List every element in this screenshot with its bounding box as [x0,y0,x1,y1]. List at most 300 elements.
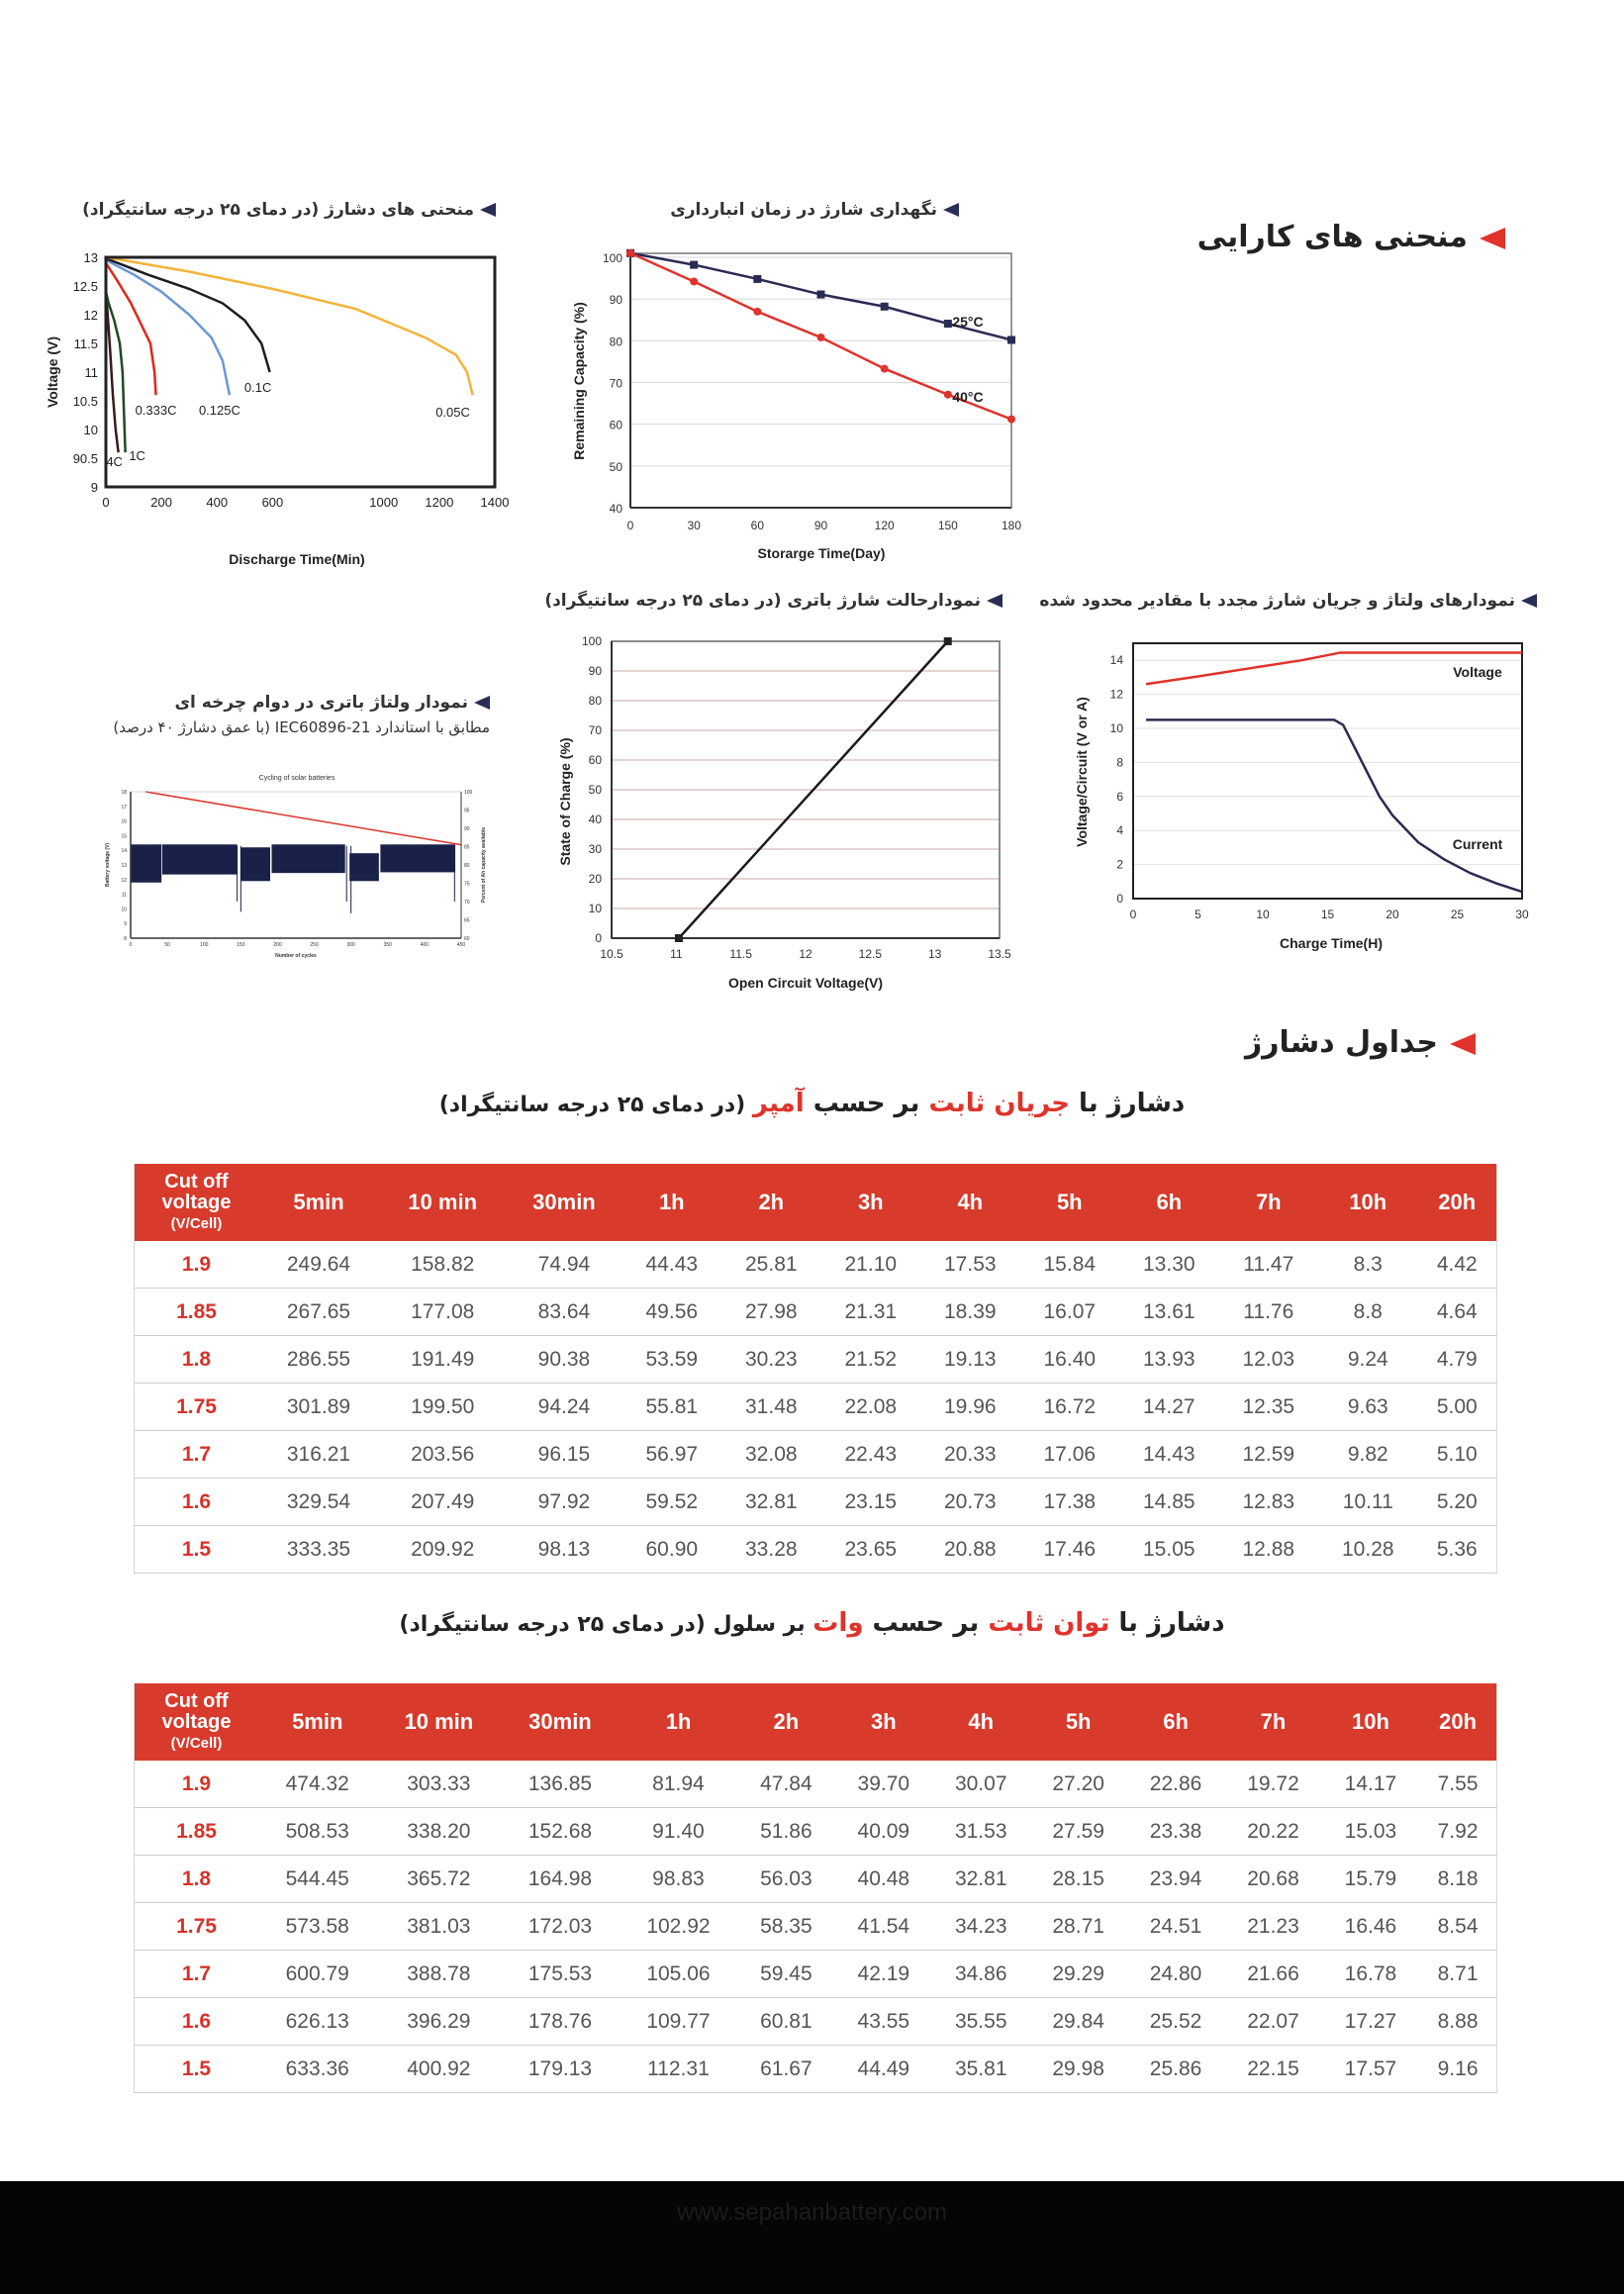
table-cell: 24.51 [1127,1903,1224,1951]
table-cell: 34.86 [932,1951,1029,1998]
header-duration: 2h [721,1164,821,1241]
voltage-label: Voltage [1453,664,1502,680]
y-tick-label: 18 [121,790,127,796]
y-tick-label: 12.5 [72,279,98,294]
table-cell: 21.31 [821,1289,921,1336]
y-tick-label: 100 [602,251,622,265]
table-cell: 15.05 [1119,1526,1219,1574]
series-label: 0.05C [435,405,470,421]
table-row [135,1289,1497,1336]
table-cell: 158.82 [379,1241,506,1289]
cutoff-voltage-cell: 1.7 [135,1431,259,1479]
chart-title: Cycling of solar batteries [258,775,335,782]
table-row [135,1431,1497,1479]
table-cell: 199.50 [379,1384,506,1431]
header-duration: 5h [1020,1164,1120,1241]
x-tick-label: 120 [874,519,895,532]
y-tick-label: 8 [1116,755,1123,770]
table-cell: 4.79 [1418,1336,1497,1384]
series-label: 0.333C [135,403,177,419]
y-tick-label: 17 [121,804,127,811]
table-cell: 12.03 [1219,1336,1319,1384]
table-cell: 59.52 [622,1479,722,1526]
data-point [626,249,634,257]
table-cell: 5.36 [1418,1526,1497,1574]
capacity-line [145,792,461,845]
table-header-row [135,1683,1497,1761]
y-tick-label: 10 [588,902,602,915]
y2-tick-label: 85 [464,844,470,851]
table-cell: 474.32 [258,1761,376,1808]
table-row [135,1336,1497,1384]
table-cell: 5.20 [1418,1479,1497,1526]
table-cell: 96.15 [506,1431,621,1479]
header-cutoff-line: (V/Cell) [170,1214,223,1232]
table-cell: 8.71 [1419,1951,1496,1998]
cutoff-voltage-cell: 1.85 [135,1289,259,1336]
table-cell: 98.13 [506,1526,621,1574]
series-label: 0.125C [198,403,240,419]
x-tick-label: 350 [383,942,392,948]
header-duration: 1h [622,1164,722,1241]
table-cell: 32.08 [721,1431,821,1479]
table-cell: 83.64 [506,1289,621,1336]
table-cell: 22.07 [1224,1998,1321,2046]
header-duration: 30min [501,1683,619,1761]
header-duration: 20h [1418,1164,1497,1241]
header-cutoff-voltage [135,1164,259,1241]
table-row [135,1998,1497,2046]
table-cell: 35.55 [932,1998,1029,2046]
y-tick-label: 100 [581,634,602,648]
header-duration: 6h [1119,1164,1219,1241]
red-arrow-icon [1480,228,1505,249]
header-duration: 1h [620,1683,737,1761]
cutoff-voltage-cell: 1.8 [135,1336,259,1384]
data-point [944,637,952,645]
table-cell: 177.08 [379,1289,506,1336]
soc-chart-title-text: نمودارحالت شارژ باتری (در دمای ۲۵ درجه سانتیگراد) [544,591,981,611]
table-cell: 267.65 [258,1289,379,1336]
y-tick-label: 90.5 [72,451,98,466]
table-cell: 22.08 [821,1384,921,1431]
y-tick-label: 10.5 [72,394,98,409]
x-tick-label: 11 [670,947,683,961]
x-tick-label: 90 [813,519,828,532]
y-axis-label: Voltage/Circuit (V or A) [1074,697,1090,847]
table-cell: 600.79 [258,1951,376,1998]
header-duration: 4h [920,1164,1020,1241]
table-cell: 316.21 [258,1431,379,1479]
header-duration: 5min [258,1683,376,1761]
table-cell: 286.55 [258,1336,379,1384]
table-cell: 21.66 [1224,1951,1321,1998]
table-cell: 10.11 [1318,1479,1418,1526]
table-cell: 27.98 [721,1289,821,1336]
cutoff-voltage-cell: 1.5 [135,2046,259,2093]
x-tick-label: 400 [206,495,229,510]
table-cell: 14.85 [1119,1479,1219,1526]
header-duration: 10h [1322,1683,1419,1761]
table-cell: 94.24 [506,1384,621,1431]
table-cell: 633.36 [258,2046,376,2093]
table-cell: 23.15 [821,1479,921,1526]
title-highlight: جریان ثابت [928,1089,1070,1118]
data-point [690,261,698,269]
title-part: بر حسب [863,1608,989,1638]
table-cell: 44.43 [622,1241,722,1289]
y-tick-label: 16 [121,818,127,825]
y2-tick-label: 95 [464,808,470,814]
y-tick-label: 50 [588,783,602,797]
x-tick-label: 0 [1129,908,1137,921]
cutoff-voltage-cell: 1.85 [135,1808,259,1856]
table-cell: 303.33 [376,1761,501,1808]
y-axis-label: Voltage (V) [45,335,60,409]
table-cell: 4.42 [1418,1241,1497,1289]
table-cell: 17.46 [1020,1526,1120,1574]
y-tick-label: 13 [83,250,98,265]
table-cell: 112.31 [620,2046,737,2093]
table-cell: 90.38 [506,1336,621,1384]
table-cell: 41.54 [835,1903,932,1951]
y-tick-label: 10 [121,907,127,913]
y2-tick-label: 100 [464,790,473,796]
y-tick-label: 90 [609,293,622,308]
table-cell: 207.49 [379,1479,506,1526]
cutoff-voltage-cell: 1.8 [135,1856,259,1903]
x-tick-label: 100 [200,942,209,948]
x-tick-label: 0 [626,519,634,532]
y-tick-label: 40 [609,502,622,516]
header-duration: 2h [737,1683,834,1761]
table-cell: 16.72 [1020,1384,1120,1431]
table-cell: 43.55 [835,1998,932,2046]
table-cell: 30.07 [932,1761,1029,1808]
y-tick-label: 90 [588,664,602,678]
title-part: دشارژ با [1070,1089,1186,1118]
header-cutoff-line: (V/Cell) [170,1734,223,1752]
header-cutoff-line: Cut off [164,1170,229,1193]
table-cell: 29.84 [1029,1998,1126,2046]
x-tick-label: 13.5 [988,947,1011,961]
y-tick-label: 11 [121,892,127,899]
table-cell: 16.78 [1322,1951,1419,1998]
header-cutoff-line: Cut off [164,1689,229,1712]
y-tick-label: 80 [588,694,602,708]
table-cell: 31.48 [721,1384,821,1431]
voltage-band [162,844,238,874]
table-cell: 27.59 [1029,1808,1126,1856]
table-cell: 74.94 [506,1241,621,1289]
y2-tick-label: 70 [464,900,470,906]
table-cell: 14.27 [1119,1384,1219,1431]
table-cell: 10.28 [1318,1526,1418,1574]
series-label: 4C [106,454,123,470]
y-tick-label: 14 [1109,653,1123,668]
data-point [675,934,683,942]
x-tick-label: 450 [456,942,466,948]
header-cutoff-line: voltage [161,1710,232,1733]
data-point [753,275,761,283]
table-cell: 9.24 [1318,1336,1418,1384]
y-tick-label: 70 [609,376,622,391]
charging-chart-title-text: نمودارهای ولتاژ و جریان شارژ مجدد با مقادیر محدود شده [1039,591,1515,611]
y-tick-label: 10 [1109,721,1123,735]
table-cell: 19.72 [1224,1761,1321,1808]
table-cell: 17.06 [1020,1431,1120,1479]
table-cell: 35.81 [932,2046,1029,2093]
table-cell: 28.71 [1029,1903,1126,1951]
x-tick-label: 60 [750,519,765,532]
voltage-band [240,847,270,881]
table-cell: 9.63 [1318,1384,1418,1431]
table-cell: 39.70 [835,1761,932,1808]
header-duration: 3h [835,1683,932,1761]
discharge-chart [40,238,515,574]
y-tick-label: 8 [124,936,127,942]
table-cell: 34.23 [932,1903,1029,1951]
table-row [135,2046,1497,2093]
x-tick-label: 50 [164,942,170,948]
header-duration: 10h [1318,1164,1418,1241]
header-duration: 7h [1224,1683,1321,1761]
navy-arrow-icon [480,203,496,217]
table-cell: 105.06 [620,1951,737,1998]
table-cell: 9.16 [1419,2046,1496,2093]
header-duration: 7h [1219,1164,1319,1241]
voltage-band [272,844,345,873]
table-cell: 42.19 [835,1951,932,1998]
y-tick-label: 0 [595,931,602,945]
voltage-band [131,844,161,882]
cutoff-voltage-cell: 1.75 [135,1384,259,1431]
navy-arrow-icon [987,594,1003,608]
table-cell: 16.46 [1322,1903,1419,1951]
x-tick-label: 15 [1320,908,1335,921]
table-cell: 20.33 [920,1431,1020,1479]
y-tick-label: 4 [1116,823,1123,838]
table-cell: 17.27 [1322,1998,1419,2046]
x-tick-label: 10.5 [600,947,623,961]
cycling-chart [89,762,525,980]
table-cell: 338.20 [376,1808,501,1856]
y-tick-label: 60 [609,418,622,432]
table-cell: 172.03 [501,1903,619,1951]
table-header-row [135,1164,1497,1241]
x-tick-label: 150 [237,942,245,948]
table-cell: 178.76 [501,1998,619,2046]
table-cell: 17.53 [920,1241,1020,1289]
table-cell: 20.73 [920,1479,1020,1526]
x-tick-label: 13 [927,947,942,961]
x-tick-label: 1000 [369,495,399,510]
y-tick-label: 80 [609,335,622,349]
series-label: 0.1C [243,380,272,395]
table-cell: 5.00 [1418,1384,1497,1431]
table-cell: 7.55 [1419,1761,1496,1808]
table-cell: 24.80 [1127,1951,1224,1998]
table-cell: 20.68 [1224,1856,1321,1903]
table-row [135,1808,1497,1856]
cutoff-voltage-cell: 1.6 [135,1479,259,1526]
data-point [690,277,698,285]
x-tick-label: 30 [687,519,701,532]
table-cell: 28.15 [1029,1856,1126,1903]
table-cell: 51.86 [737,1808,834,1856]
table-cell: 40.48 [835,1856,932,1903]
navy-arrow-icon [474,696,490,710]
table-cell: 81.94 [620,1761,737,1808]
y-tick-label: 70 [588,723,602,737]
table-cell: 203.56 [379,1431,506,1479]
table-row [135,1241,1497,1289]
cycling-chart-title [174,693,490,713]
data-point [944,320,952,328]
table-cell: 32.81 [932,1856,1029,1903]
y2-axis-label: Percent of Ah capacity available [481,826,487,904]
table-cell: 47.84 [737,1761,834,1808]
table-cell: 508.53 [258,1808,376,1856]
table-cell: 136.85 [501,1761,619,1808]
y-tick-label: 30 [588,842,602,856]
table-cell: 53.59 [622,1336,722,1384]
storage-chart [554,238,1029,574]
table-cell: 22.86 [1127,1761,1224,1808]
discharge-chart-title [82,200,496,220]
table-cell: 191.49 [379,1336,506,1384]
table-cell: 15.84 [1020,1241,1120,1289]
table-cell: 12.83 [1219,1479,1319,1526]
table-cell: 19.96 [920,1384,1020,1431]
y2-tick-label: 90 [464,826,470,832]
cutoff-voltage-cell: 1.9 [135,1241,259,1289]
table-cell: 365.72 [376,1856,501,1903]
table-cell: 17.38 [1020,1479,1120,1526]
data-point [944,391,952,399]
table-cell: 60.90 [622,1526,722,1574]
x-tick-label: 200 [273,942,282,948]
table-cell: 626.13 [258,1998,376,2046]
x-axis-label: Discharge Time(Min) [229,551,365,567]
table-cell: 249.64 [258,1241,379,1289]
x-axis-label: Storarge Time(Day) [757,545,886,561]
series-line-current [1146,719,1522,892]
current-label: Current [1452,836,1503,852]
x-tick-label: 11.5 [729,947,752,961]
x-tick-label: 200 [150,495,172,510]
plot-frame [106,257,495,487]
table-cell: 544.45 [258,1856,376,1903]
table-cell: 25.81 [721,1241,821,1289]
x-tick-label: 250 [310,942,319,948]
header-duration: 30min [506,1164,621,1241]
table-cell: 5.10 [1418,1431,1497,1479]
storage-chart-title-text: نگهداری شارژ در زمان انبارداری [670,200,937,220]
table-cell: 31.53 [932,1808,1029,1856]
table-cell: 23.94 [1127,1856,1224,1903]
y-tick-label: 9 [124,921,127,928]
data-point [1007,416,1015,424]
table-cell: 16.40 [1020,1336,1120,1384]
constant-power-table [134,1683,1497,2093]
table1-title [0,1089,1624,1118]
table-cell: 11.76 [1219,1289,1319,1336]
header-duration: 4h [932,1683,1029,1761]
table-cell: 14.43 [1119,1431,1219,1479]
table-cell: 13.61 [1119,1289,1219,1336]
data-point [753,308,761,316]
table-cell: 27.20 [1029,1761,1126,1808]
table-cell: 30.23 [721,1336,821,1384]
x-tick-label: 180 [1001,519,1022,532]
y2-tick-label: 60 [464,936,470,942]
y-tick-label: 50 [609,459,622,474]
table-cell: 59.45 [737,1951,834,1998]
table-cell: 164.98 [501,1856,619,1903]
title-part: بر سلول (در دمای ۲۵ درجه سانتیگراد) [399,1612,813,1637]
series-line-0.1C [106,258,270,372]
y-tick-label: 13 [121,863,127,869]
table-cell: 12.59 [1219,1431,1319,1479]
y-tick-label: 12 [83,308,98,323]
data-point [881,365,889,373]
header-duration: 10 min [376,1683,501,1761]
soc-chart-title [544,591,1003,611]
table-cell: 7.92 [1419,1808,1496,1856]
x-tick-label: 25 [1450,908,1465,921]
table-cell: 301.89 [258,1384,379,1431]
table-cell: 18.39 [920,1289,1020,1336]
table-row [135,1903,1497,1951]
table-row [135,1479,1497,1526]
constant-current-table [134,1164,1497,1574]
table-row [135,1384,1497,1431]
table-cell: 17.57 [1322,2046,1419,2093]
table-cell: 16.07 [1020,1289,1120,1336]
table-cell: 8.18 [1419,1856,1496,1903]
table-cell: 56.97 [622,1431,722,1479]
storage-chart-title [670,200,959,220]
cutoff-voltage-cell: 1.5 [135,1526,259,1574]
data-point [1007,335,1015,343]
table-cell: 44.49 [835,2046,932,2093]
header-duration: 5h [1029,1683,1126,1761]
title-highlight: توان ثابت [988,1608,1110,1638]
discharge-tables-section-title [1245,1025,1476,1060]
table2-title [0,1608,1624,1638]
y-tick-label: 11.5 [73,336,98,351]
y2-tick-label: 75 [464,881,470,888]
table-cell: 32.81 [721,1479,821,1526]
table-cell: 573.58 [258,1903,376,1951]
table-cell: 15.79 [1322,1856,1419,1903]
charging-chart-title [1039,591,1537,611]
x-axis-label: Charge Time(H) [1280,935,1383,951]
y-tick-label: 11 [84,365,98,380]
cutoff-voltage-cell: 1.7 [135,1951,259,1998]
charging-chart [1069,623,1623,970]
x-tick-label: 1400 [480,495,510,510]
y-tick-label: 9 [90,480,98,495]
y-tick-label: 12 [1109,687,1123,702]
x-tick-label: 300 [346,942,355,948]
table-row [135,1526,1497,1574]
cutoff-voltage-cell: 1.6 [135,1998,259,2046]
table-cell: 21.52 [821,1336,921,1384]
table-cell: 8.3 [1318,1241,1418,1289]
table-cell: 4.64 [1418,1289,1497,1336]
